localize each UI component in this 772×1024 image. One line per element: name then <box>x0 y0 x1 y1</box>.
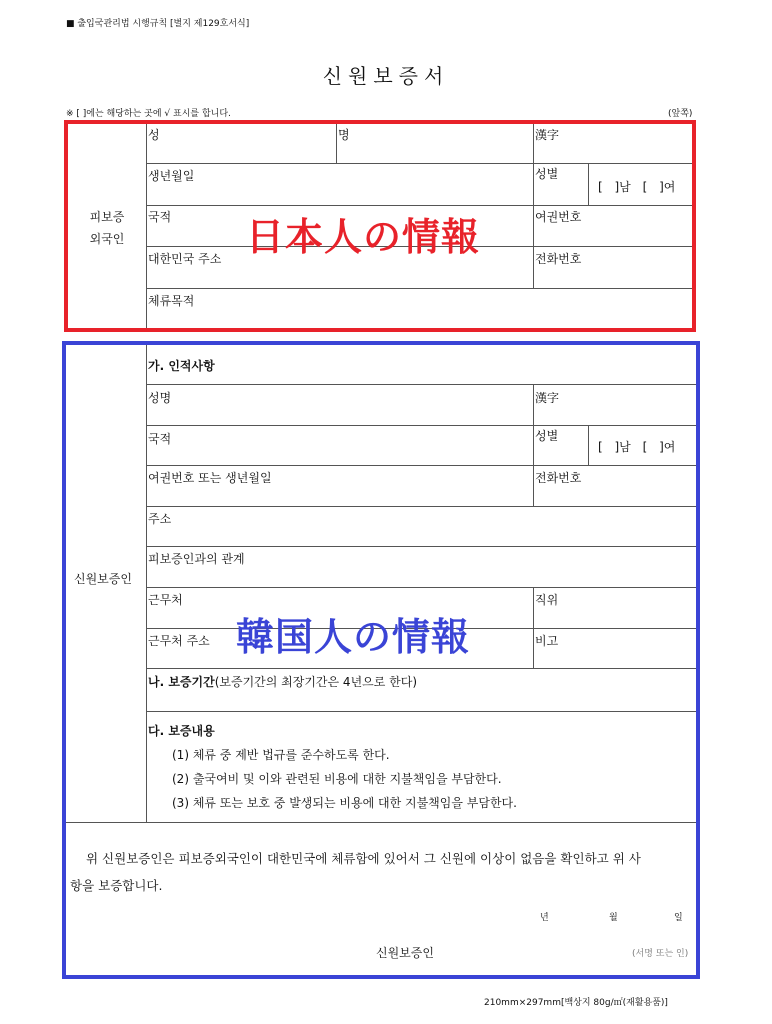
form-reference: ■ 출입국관리법 시행규칙 [별지 제129호서식] <box>66 19 250 29</box>
japanese-info-overlay: 日本人の情報 <box>246 215 481 259</box>
korea-address-field-label: 대한민국 주소 <box>148 252 222 266</box>
date-day-label: 일 <box>674 913 683 923</box>
birth-date-field-label: 생년월일 <box>148 169 195 183</box>
declaration-line-2: 항을 보증합니다. <box>70 878 163 893</box>
page-title: 신원보증서 <box>322 64 450 88</box>
date-year-label: 년 <box>540 913 549 923</box>
declaration-line-1: 위 신원보증인은 피보증외국인이 대한민국에 체류함에 있어서 그 신원에 이상이 없음을 확인하고 위 사 <box>86 851 641 866</box>
foreigner-label-line2: 외국인 <box>89 232 125 246</box>
position-field-label: 직위 <box>535 593 559 607</box>
guarantor-nationality-field-label: 국적 <box>148 432 172 446</box>
guarantor-phone-field-label: 전화번호 <box>535 471 582 485</box>
guarantor-gender-field-label: 성별 <box>535 429 559 443</box>
personal-info-header: 가. 인적사항 <box>148 359 215 373</box>
remarks-field-label: 비고 <box>535 634 559 648</box>
passport-field-label: 여권번호 <box>535 210 582 224</box>
gender-field-label: 성별 <box>535 167 559 181</box>
guarantee-period-note: (보증기간의 최장기간은 4년으로 한다) <box>214 675 418 689</box>
guarantor-gender-checkbox-options[interactable]: [ ]남 [ ]여 <box>598 440 676 454</box>
phone-field-label: 전화번호 <box>535 252 582 266</box>
nationality-field-label: 국적 <box>148 210 172 224</box>
foreigner-section-label <box>82 206 132 250</box>
passport-or-birth-field-label: 여권번호 또는 생년월일 <box>148 471 272 485</box>
guarantee-content-item-1: (1) 체류 중 제반 법규를 준수하도록 한다. <box>172 748 390 762</box>
guarantee-period-header: 나. 보증기간 <box>148 675 215 689</box>
guarantee-period-row <box>148 673 417 690</box>
surname-field-label: 성 <box>148 128 160 142</box>
kanji-field-label: 漢字 <box>535 128 560 142</box>
instruction-note: ※ [ ]에는 해당하는 곳에 √ 표시를 합니다. <box>66 109 231 119</box>
guarantor-kanji-field-label: 漢字 <box>535 391 560 405</box>
guarantee-content-header: 다. 보증내용 <box>148 724 215 738</box>
guarantee-content-item-2: (2) 출국여비 및 이와 관련된 비용에 대한 지불책임을 부담한다. <box>172 772 502 786</box>
stay-purpose-field-label: 체류목적 <box>148 294 195 308</box>
signature-note: (서명 또는 인) <box>632 949 689 959</box>
paper-spec-footer: 210mm×297mm[백상지 80g/㎡(재활용품)] <box>484 998 668 1008</box>
guarantee-content-item-3: (3) 체류 또는 보호 중 발생되는 비용에 대한 지불책임을 부담한다. <box>172 796 517 810</box>
relation-field-label: 피보증인과의 관계 <box>148 552 245 566</box>
korean-info-overlay: 韓国人の情報 <box>236 615 471 659</box>
gender-checkbox-options[interactable]: [ ]남 [ ]여 <box>598 180 676 194</box>
date-month-label: 월 <box>609 913 618 923</box>
foreigner-label-line1: 피보증 <box>89 210 125 224</box>
page-side-note: (앞쪽) <box>668 109 693 119</box>
guarantor-section-label: 신원보증인 <box>74 572 132 586</box>
workplace-address-field-label: 근무처 주소 <box>148 634 210 648</box>
guarantor-name-field-label: 성명 <box>148 391 172 405</box>
signer-label: 신원보증인 <box>376 946 434 960</box>
workplace-field-label: 근무처 <box>148 593 183 607</box>
guarantor-address-field-label: 주소 <box>148 512 172 526</box>
given-name-field-label: 명 <box>338 128 350 142</box>
